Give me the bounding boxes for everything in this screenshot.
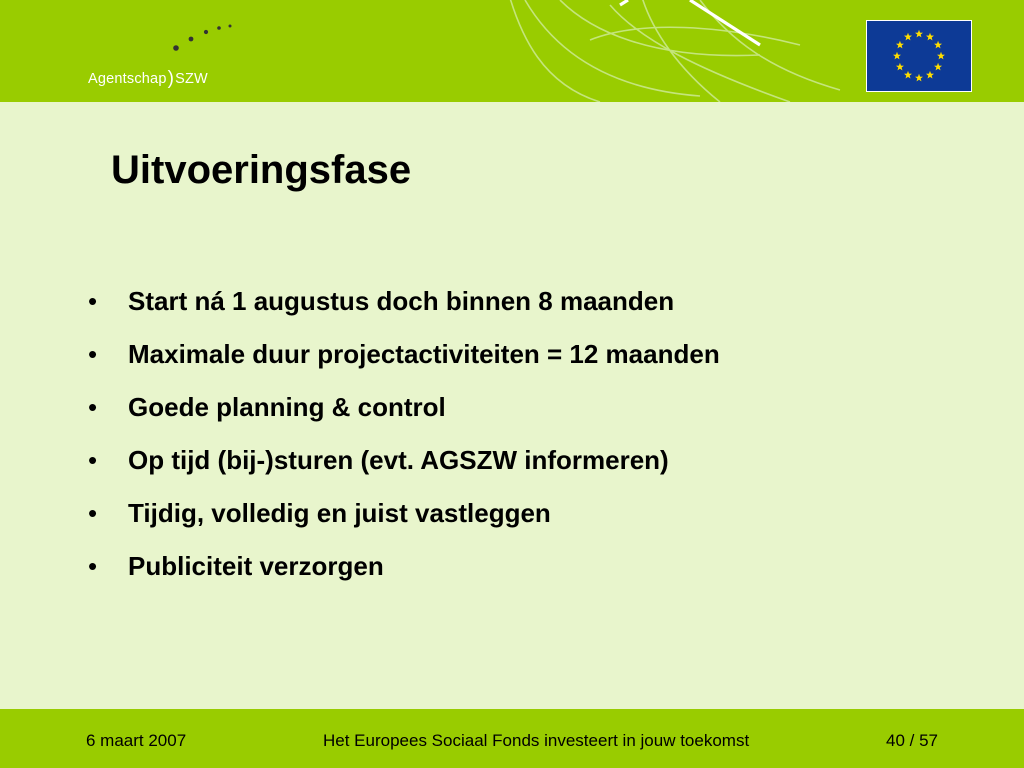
flag-star-icon bbox=[915, 30, 923, 38]
bullet-text: Goede planning & control bbox=[128, 392, 446, 422]
bullet-text: Tijdig, volledig en juist vastleggen bbox=[128, 498, 551, 528]
bullet-text: Publiciteit verzorgen bbox=[128, 551, 384, 581]
list-item bbox=[0, 445, 1024, 485]
list-item bbox=[0, 392, 1024, 432]
logo-suffix: SZW bbox=[175, 71, 208, 87]
flag-star-icon bbox=[934, 63, 942, 71]
bullet-icon: • bbox=[88, 445, 98, 475]
page-number: 40 / 57 bbox=[886, 731, 938, 750]
flag-star-icon bbox=[904, 71, 912, 79]
bullet-text: Op tijd (bij-)sturen (evt. AGSZW informeren) bbox=[128, 445, 669, 475]
footer-date: 6 maart 2007 bbox=[86, 731, 187, 750]
footer-slogan: Het Europees Sociaal Fonds investeert in jouw toekomst bbox=[323, 731, 750, 750]
bullet-text: Start ná 1 augustus doch binnen 8 maanden bbox=[128, 286, 675, 316]
list-item bbox=[0, 551, 1024, 591]
list-item bbox=[0, 498, 1024, 538]
list-item bbox=[0, 286, 1024, 326]
bullet-icon: • bbox=[88, 392, 98, 422]
bullet-icon: • bbox=[88, 498, 98, 528]
slide-title: Uitvoeringsfase bbox=[111, 148, 412, 192]
flag-star-icon bbox=[937, 52, 945, 60]
bullet-icon: • bbox=[88, 551, 98, 581]
bullet-icon: • bbox=[88, 286, 98, 316]
header-band bbox=[0, 0, 1024, 102]
bullet-icon: • bbox=[88, 339, 98, 369]
logo-separator: ) bbox=[167, 68, 175, 89]
agentschap-logo bbox=[84, 20, 244, 92]
flag-star-icon bbox=[934, 41, 942, 49]
flag-star-icon bbox=[896, 41, 904, 49]
flag-star-icon bbox=[896, 63, 904, 71]
footer-band bbox=[0, 709, 1024, 768]
flag-star-icon bbox=[926, 33, 934, 41]
eu-flag bbox=[866, 20, 972, 92]
flag-star-icon bbox=[915, 74, 923, 82]
bullet-text: Maximale duur projectactiviteiten = 12 maanden bbox=[128, 339, 720, 369]
flag-star-icon bbox=[904, 33, 912, 41]
flag-star-icon bbox=[893, 52, 901, 60]
flag-star-icon bbox=[926, 71, 934, 79]
logo-name: Agentschap bbox=[88, 71, 167, 87]
list-item bbox=[0, 339, 1024, 379]
